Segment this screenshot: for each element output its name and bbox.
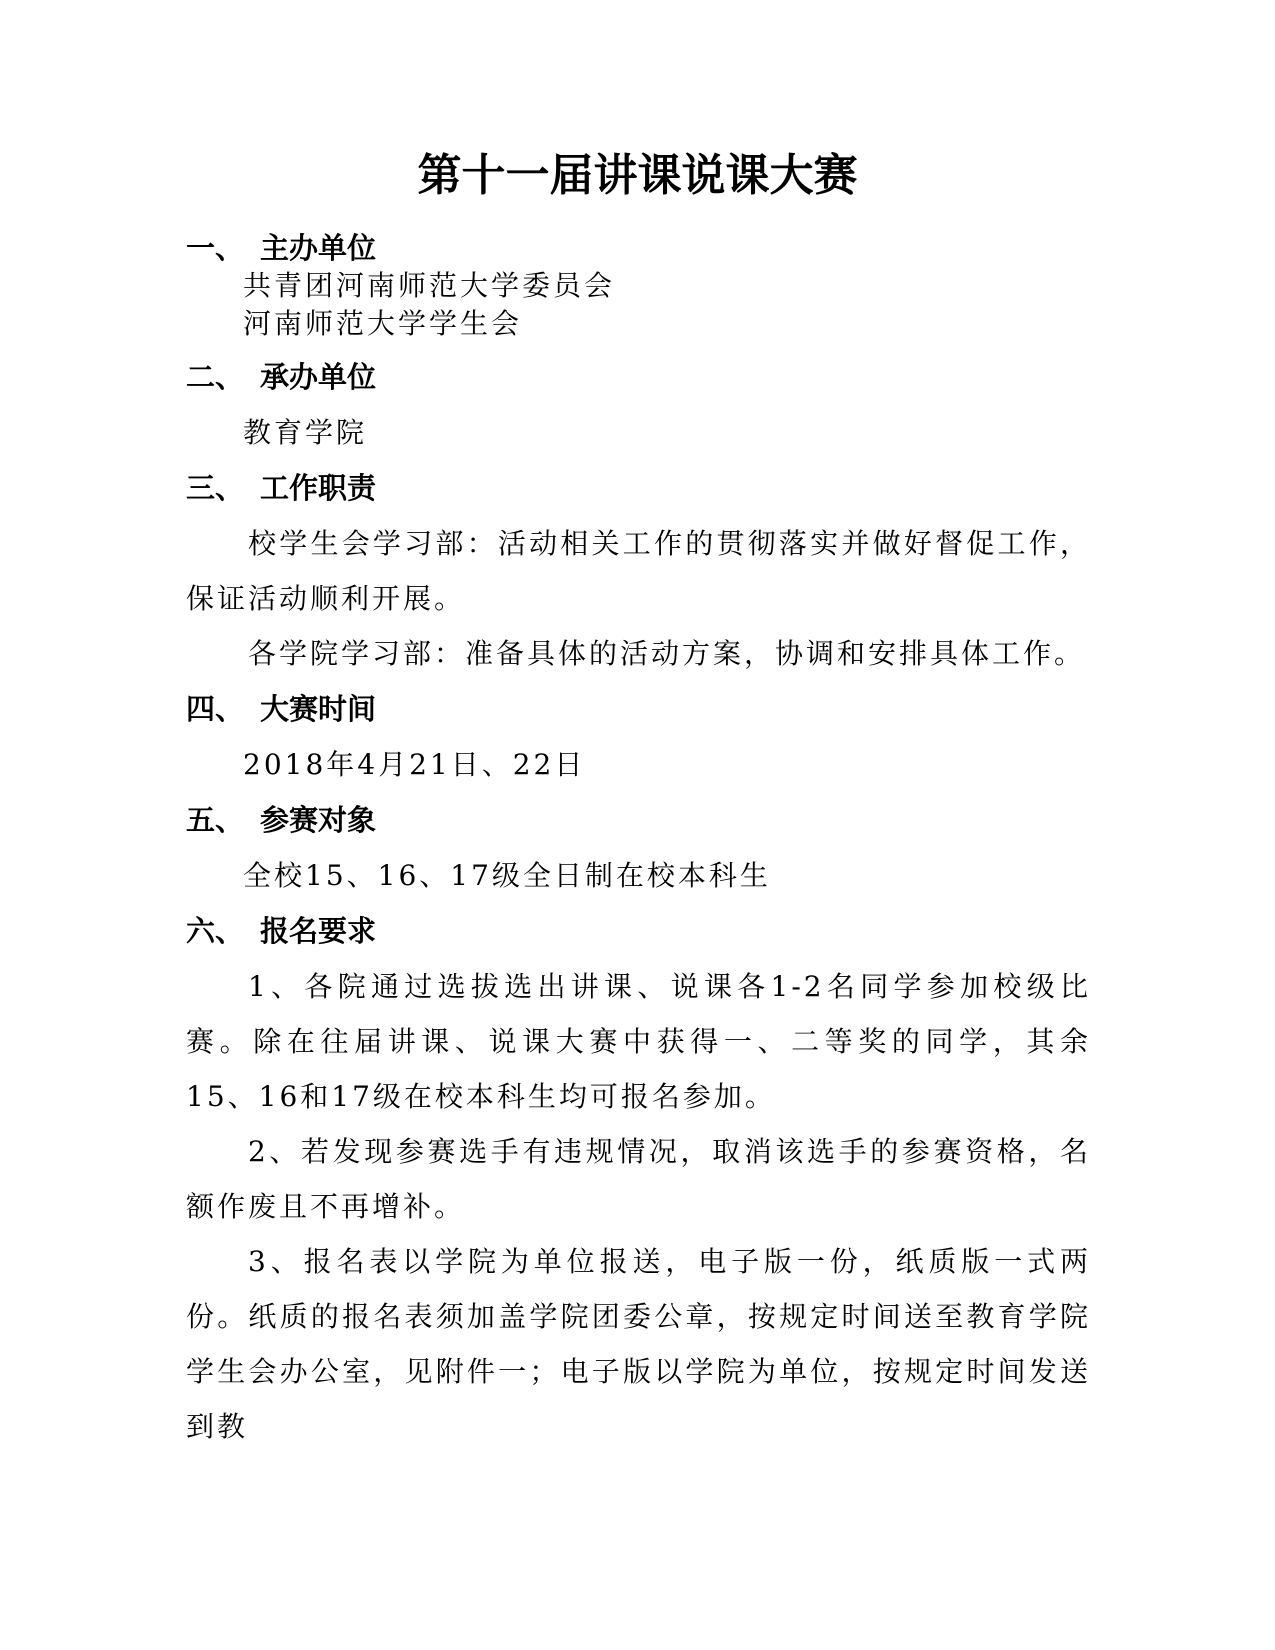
requirement-paragraph: 2、若发现参赛选手有违规情况，取消该选手的参赛资格，名额作废且不再增补。 [186,1135,1091,1223]
section-heading-4 [186,689,376,729]
section-heading-6 [186,911,376,951]
section-heading-5 [186,800,376,840]
duty-paragraph: 各学院学习部：准备具体的活动方案，协调和安排具体工作。 [248,637,1086,670]
organizer-line: 共青团河南师范大学委员会 [243,269,616,302]
section-number: 四、 [186,692,245,726]
date-line: 2018年4月21日、22日 [243,748,586,781]
document-title: 第十一届讲课说课大赛 [417,150,858,201]
host-line: 教育学院 [243,416,368,449]
section-heading-text: 大赛时间 [260,692,377,726]
participants-line: 全校15、16、17级全日制在校本科生 [243,859,771,892]
section-heading-text: 主办单位 [260,231,377,265]
section-heading-3 [186,468,376,508]
section-heading-text: 报名要求 [260,914,377,948]
section-number: 二、 [186,360,245,394]
section-heading-text: 工作职责 [260,471,377,505]
section-number: 三、 [186,471,245,505]
requirement-paragraph: 3、报名表以学院为单位报送，电子版一份，纸质版一式两份。纸质的报名表须加盖学院团委公章，按规定时间送至教育学院学生会办公室，见附件一；电子版以学院为单位，按规定时间发送到教 [186,1245,1091,1443]
section-heading-text: 参赛对象 [260,803,377,837]
duty-paragraph: 校学生会学习部：活动相关工作的贯彻落实并做好督促工作，保证活动顺利开展。 [186,527,1091,615]
section-heading-text: 承办单位 [260,360,377,394]
organizer-line: 河南师范大学学生会 [243,307,523,340]
section-heading-2 [186,357,376,397]
section-number: 五、 [186,803,245,837]
requirement-paragraph: 1、各院通过选拔选出讲课、说课各1-2名同学参加校级比赛。除在往届讲课、说课大赛中获得一、二等奖的同学，其余15、16和17级在校本科生均可报名参加。 [186,970,1091,1113]
section-number: 六、 [186,914,245,948]
section-number: 一、 [186,231,245,265]
section-heading-1 [186,228,376,268]
